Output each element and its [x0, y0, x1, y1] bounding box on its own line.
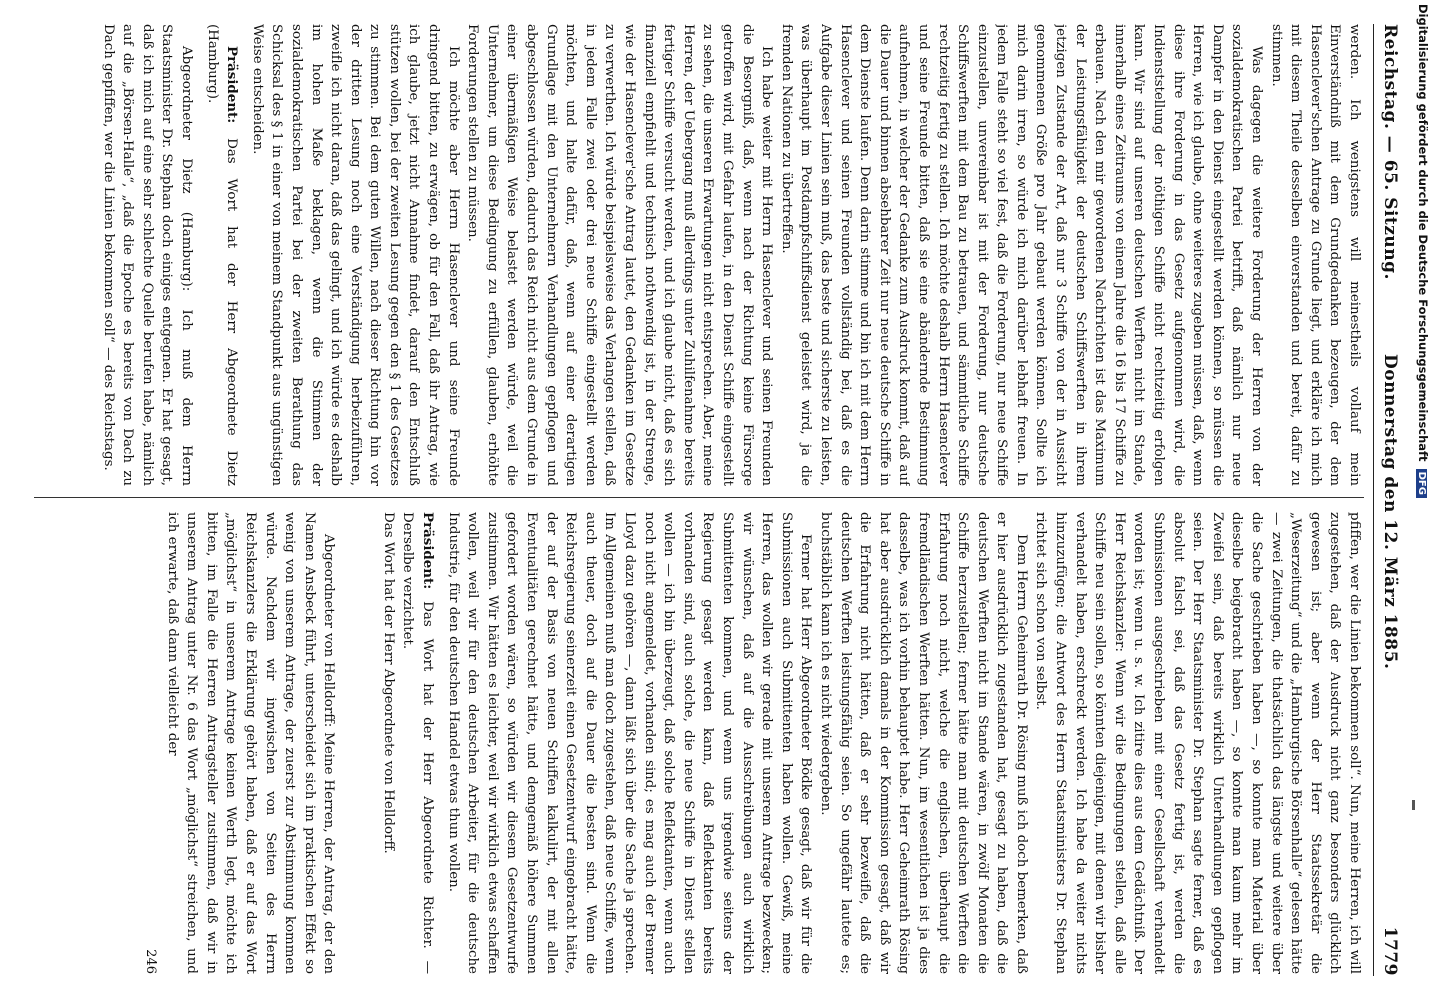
paragraph-text: Das Wort hat der Herr Abgeordnete Dietz (Hamburg). [204, 24, 240, 486]
paragraph [1031, 512, 1364, 974]
paragraph [1266, 24, 1364, 486]
paragraph-text: Abgeordneter Dietz (Hamburg): Ich muß dem Herrn Staatsminister Dr. Stephan doch einiges entgegnen. Er hat gesagt, daß ich mich auf eine sehr schlechte Quelle berufen habe, nämlich auf die „Börsen-Halle“, „daß die Epoche es bereits von Dach zu Dach gepfiffen, wer die Linien bekommen soll“ — des Reichstags. [100, 24, 194, 486]
footer-credit [1416, 4, 1430, 498]
paragraph [247, 24, 463, 486]
paragraph-text: Dem Herrn Geheimrath Dr. Rösing muß ich doch bemerken, daß er hier ausdrücklich zugestanden hat, gesagt zu haben, daß die deutschen Werften nicht im Stande wären, in zwölf Monaten die Schiffe herzustellen; ferner hätte man mit deutschen Werften die Erfahrung noch nicht, welche die englischen, überhaupt die fremdländischen Werften hätten. Nun, im wesentlichen ist ja dies dasselbe, was ich vorhin behauptet habe. Herr Geheimrath Rösing hat aber ausdrücklich damals in der Kommission gesagt, daß wir die Erfahrung nicht hätten, daß er sehr bezweifle, daß die deutschen Werften leistungsfähig seien. So ungefähr lautete es; buchstäblich kann ich es nicht wiedergeben. [817, 512, 1029, 974]
running-header [1372, 24, 1400, 976]
paragraph-text: Das Wort hat der Herr Abgeordnete von Helldorff. [380, 512, 396, 854]
paragraph [98, 24, 196, 486]
page-number: 1779 [1380, 926, 1400, 976]
dfg-logo: DFG [1416, 469, 1427, 498]
footer-credit-text: Digitalisierung gefördert durch die Deutsche Forschungsgemeinschaft [1416, 4, 1430, 462]
speaker-label: Präsident: [420, 512, 437, 590]
paragraph [443, 512, 815, 974]
paragraph-text: Was dagegen die weitere Forderung der Herren von der sozialdemokratischen Partei betrifft, daß nämlich nur neue Dampfer in den Dienst eingestellt werden können, so müssen die Herren, wie ich glaube, ohne weiteres zugeben müssen, daß, wenn diese ihre Forderung in das Gesetz aufgenommen wird, die Indienststellung der nöthigen Schiffe nicht rechtzeitig erfolgen kann. Wir sind auf unseren deutschen Werften nicht im Stande, innerhalb eines Zeitraums von einem Jahre die 16 bis 17 Schiffe zu erbauen. Nach den mir gewordenen Nachrichten ist das Maximum der Leistungsfähigkeit der deutschen Schiffswerften in ihrem jetzigen Zustande der Art, daß nur 3 Schiffe von der in Aussicht genommenen Größe pro Jahr gebaut werden können. Sollte ich mich darin irren, so würde ich mich darüber lebhaft freuen. In jedem Falle steht so viel fest, daß die Forderung, nur neue Schiffe einzustellen, unvereinbar ist mit der Forderung, nur deutsche Schiffswerften mit dem Bau zu betrauen, und sämmtliche Schiffe rechtzeitig fertig zu stellen. Ich möchte deshalb Herrn Hasenclever und seine Freunde bitten, daß sie eine abändernde Bestimmung aufnehmen, in welcher der Gedanke zum Ausdruck kommt, daß auf die Dauer und binnen absehbarer Zeit nur neue deutsche Schiffe in dem Dienste laufen. Denn darin stimme und bin ich mit dem Herrn Hasenclever und seinen Freunden vollständig bei, daß es die Aufgabe dieser Linien sein muß, das beste und sicherste zu leisten, was überhaupt im Postdampfschiffsdienst geleistet wird, ja die fremden Nationen zu übertreffen. [778, 24, 1265, 486]
paragraph-text: Das Wort hat der Herr Abgeordnete Richter. — Derselbe verzichtet. [400, 512, 436, 974]
paragraph-text: Ich möchte aber Herrn Hasenclever und seine Freunde dringend bitten, zu erwägen, ob für den Fall, daß ihr Antrag, wie ich glaube, jetzt nicht Annahme findet, darauf den Entschluß stützen wollen, bei der zweiten Lesung gegen den § 1 des Gesetzes zu stimmen. Bei dem guten Willen, nach dieser Richtung hin vor der dritten Lesung noch eine Verständigung herbeizuführen, zweifle ich nicht daran, daß das gelingt, und ich würde es deshalb im hohen Maße beklagen, wenn die Stimmen der sozialdemokratischen Partei bei der zweiten Berathung das Schicksal des § 1 in einer von meinem Standpunkt aus ungünstigen Weise entscheiden. [249, 24, 461, 486]
text-column-right [24, 512, 1364, 974]
digitization-footer [1412, 0, 1432, 1000]
header-rule [1373, 24, 1374, 976]
paragraph-spacer [338, 512, 378, 974]
paragraph [815, 512, 1031, 974]
header-left: Reichstag. — 65. Sitzung. [1380, 24, 1400, 280]
speaker-label: Präsident: [224, 46, 241, 124]
paragraph-text: pfiffen, wer die Linien bekommen soll“. Nun, meine Herren, ich will zugestehen, daß der Ausdruck nicht ganz besonders glücklich gewesen ist; aber wenn der Herr Staatssekretär die „Weserzeitung“ und die „Hamburgische Börsenhalle“ gelesen hätte — zwei Zeitungen, die thatsächlich das längste und weitere über die Sache geschrieben haben —, so konnte man Material über dieselbe beigebracht haben —, so konnte man kaum mehr im Zweifel sein, daß bereits wirklich Unterhandlungen gepflogen seien. Der Herr Staatsminister Dr. Stephan sagte ferner, daß es absolut falsch sei, daß das Gesetz fertig ist, werden die Submissionen ausgeschrieben mit einer Gesellschaft verhandelt worden ist; wenn u. s. w. Ich zitire dies aus dem Gedächtniß. Der Herr Reichskanzler: Wenn wir die Bedingungen stellen, daß alle Schiffe neu sein sollen, so könnten diejenigen, mit denen wir bisher verhandelt haben, erschreckt werden. Ich habe da weiter nichts hinzuzufügen; die Antwort des Herrn Staatsministers Dr. Stephan richtet sich schon von selbst. [1033, 512, 1362, 974]
paragraph [776, 24, 1266, 486]
rotated-page-content [8, 0, 1408, 1000]
paragraph [398, 512, 437, 974]
paragraph [463, 24, 777, 486]
paragraph-text: Ich habe weiter mit Herrn Hasenclever und seinen Freunden die Besorgniß, daß, wenn nach der Richtung keine Fürsorge getroffen wird, mit Gefahr laufen, in den Dienst Schiffe eingestellt zu sehen, die unseren Erwartungen nicht entsprechen. Aber, meine Herren, der Uebergang muß allerdings unter Zuhilfenahme bereits fertiger Schiffe versucht werden, und ich glaube nicht, daß es sich finanziell empfiehlt und technisch nothwendig ist, in der Strenge, wie der Hasenclever'sche Antrag lautet, den Gedanken im Gesetze zu verwerthen. Ich würde beispielsweise das Verlangen stellen, daß in jedem Falle zwei oder drei neue Schiffe eingestellt werden möchten, und halte dafür, daß, wenn auf einer derartigen Grundlage mit den Unternehmern Verhandlungen gepflogen und abgeschlossen würden, dadurch das Reich nicht aus dem Grunde in einer übermäßigen Weise belastet werden würde, weil die Unternehmer, um diese Bedingung zu erfüllen, glauben, erhöhte Forderungen stellen zu müssen. [465, 24, 775, 486]
paragraph-text: Abgeordneter von Helldorff: Meine Herren, der Antrag, der den Namen Ansbeck führt, unterscheidet sich im praktischen Effekt so wenig von unserem Antrage, der zuerst zur Abstimmung kommen würde. Nachdem wir ingwischen von Seiten des Herrn Reichskanzlers die Erklärung gehört haben, daß er auf das Wort „möglichst“ in unserem Antrage keinen Werth legt, möchte ich bitten, im Falle die Herren Antragsteller zustimmen, daß wir in unserem Antrag unter Nr. 6 das Wort „möglichst“ streichen, und ich erwarte, daß dann vielleicht der [164, 512, 337, 974]
column-divider [34, 497, 1364, 498]
header-date: Donnerstag den 12. März 1885. [1380, 354, 1400, 670]
text-column-left [24, 24, 1364, 486]
paragraph-text: werden. Ich wenigstens will meinestheils vollauf mein Einverständniß mit dem Grundgedanken bezeugen, der dem Hasenclever'schen Antrage zu Grunde liegt, und erkläre ich mich mit diesem Theile desselben einverstanden und bereit, dafür zu stimmen. [1268, 24, 1362, 486]
paragraph [202, 24, 241, 486]
paragraph [162, 512, 338, 974]
paragraph [378, 512, 398, 974]
paragraph-text: Ferner hat Herr Abgeordneter Bödke gesagt, daß wir für die Submissionen auch Submittenten haben wollen. Gewiß, meine Herren, das wollen wir gerade mit unserem Antrage bezwecken; wir wünschen, daß auf die Ausschreibungen auch wirklich Submittenten kommen, und wenn uns irgendwie seitens der Regierung gesagt werden kann, daß Reflektanten bereits vorhanden sind, auch solche, die neue Schiffe in Dienst stellen wollen — ich bin überzeugt, daß solche Reflektanten, wenn auch noch nicht angemeldet, vorhanden sind; es mag auch der Bremer Lloyd dazu gehören —, dann läßt sich über die Sache ja sprechen. Im Allgemeinen muß man doch zugestehen, daß neue Schiffe, wenn auch theuer, doch auf die Dauer die besten sind. Wenn die Reichsregierung seinerzeit einen Gesetzentwurf eingebracht hätte, der auf der Basis von neuen Schiffen kalkulirt, der mit allen Eventualitäten gerechnet hätte, und demgemäß höhere Summen gefordert worden wären, so würden wir diesem Gesetzentwurfe zustimmen. Wir hätten es leichter, weil wir wirklich etwas schaffen wollen, weil wir für den deutschen Arbeiter, für die deutsche Industrie, für den deutschen Handel etwas thun wollen. [445, 512, 814, 974]
sheet-signature: 246 [142, 949, 158, 974]
